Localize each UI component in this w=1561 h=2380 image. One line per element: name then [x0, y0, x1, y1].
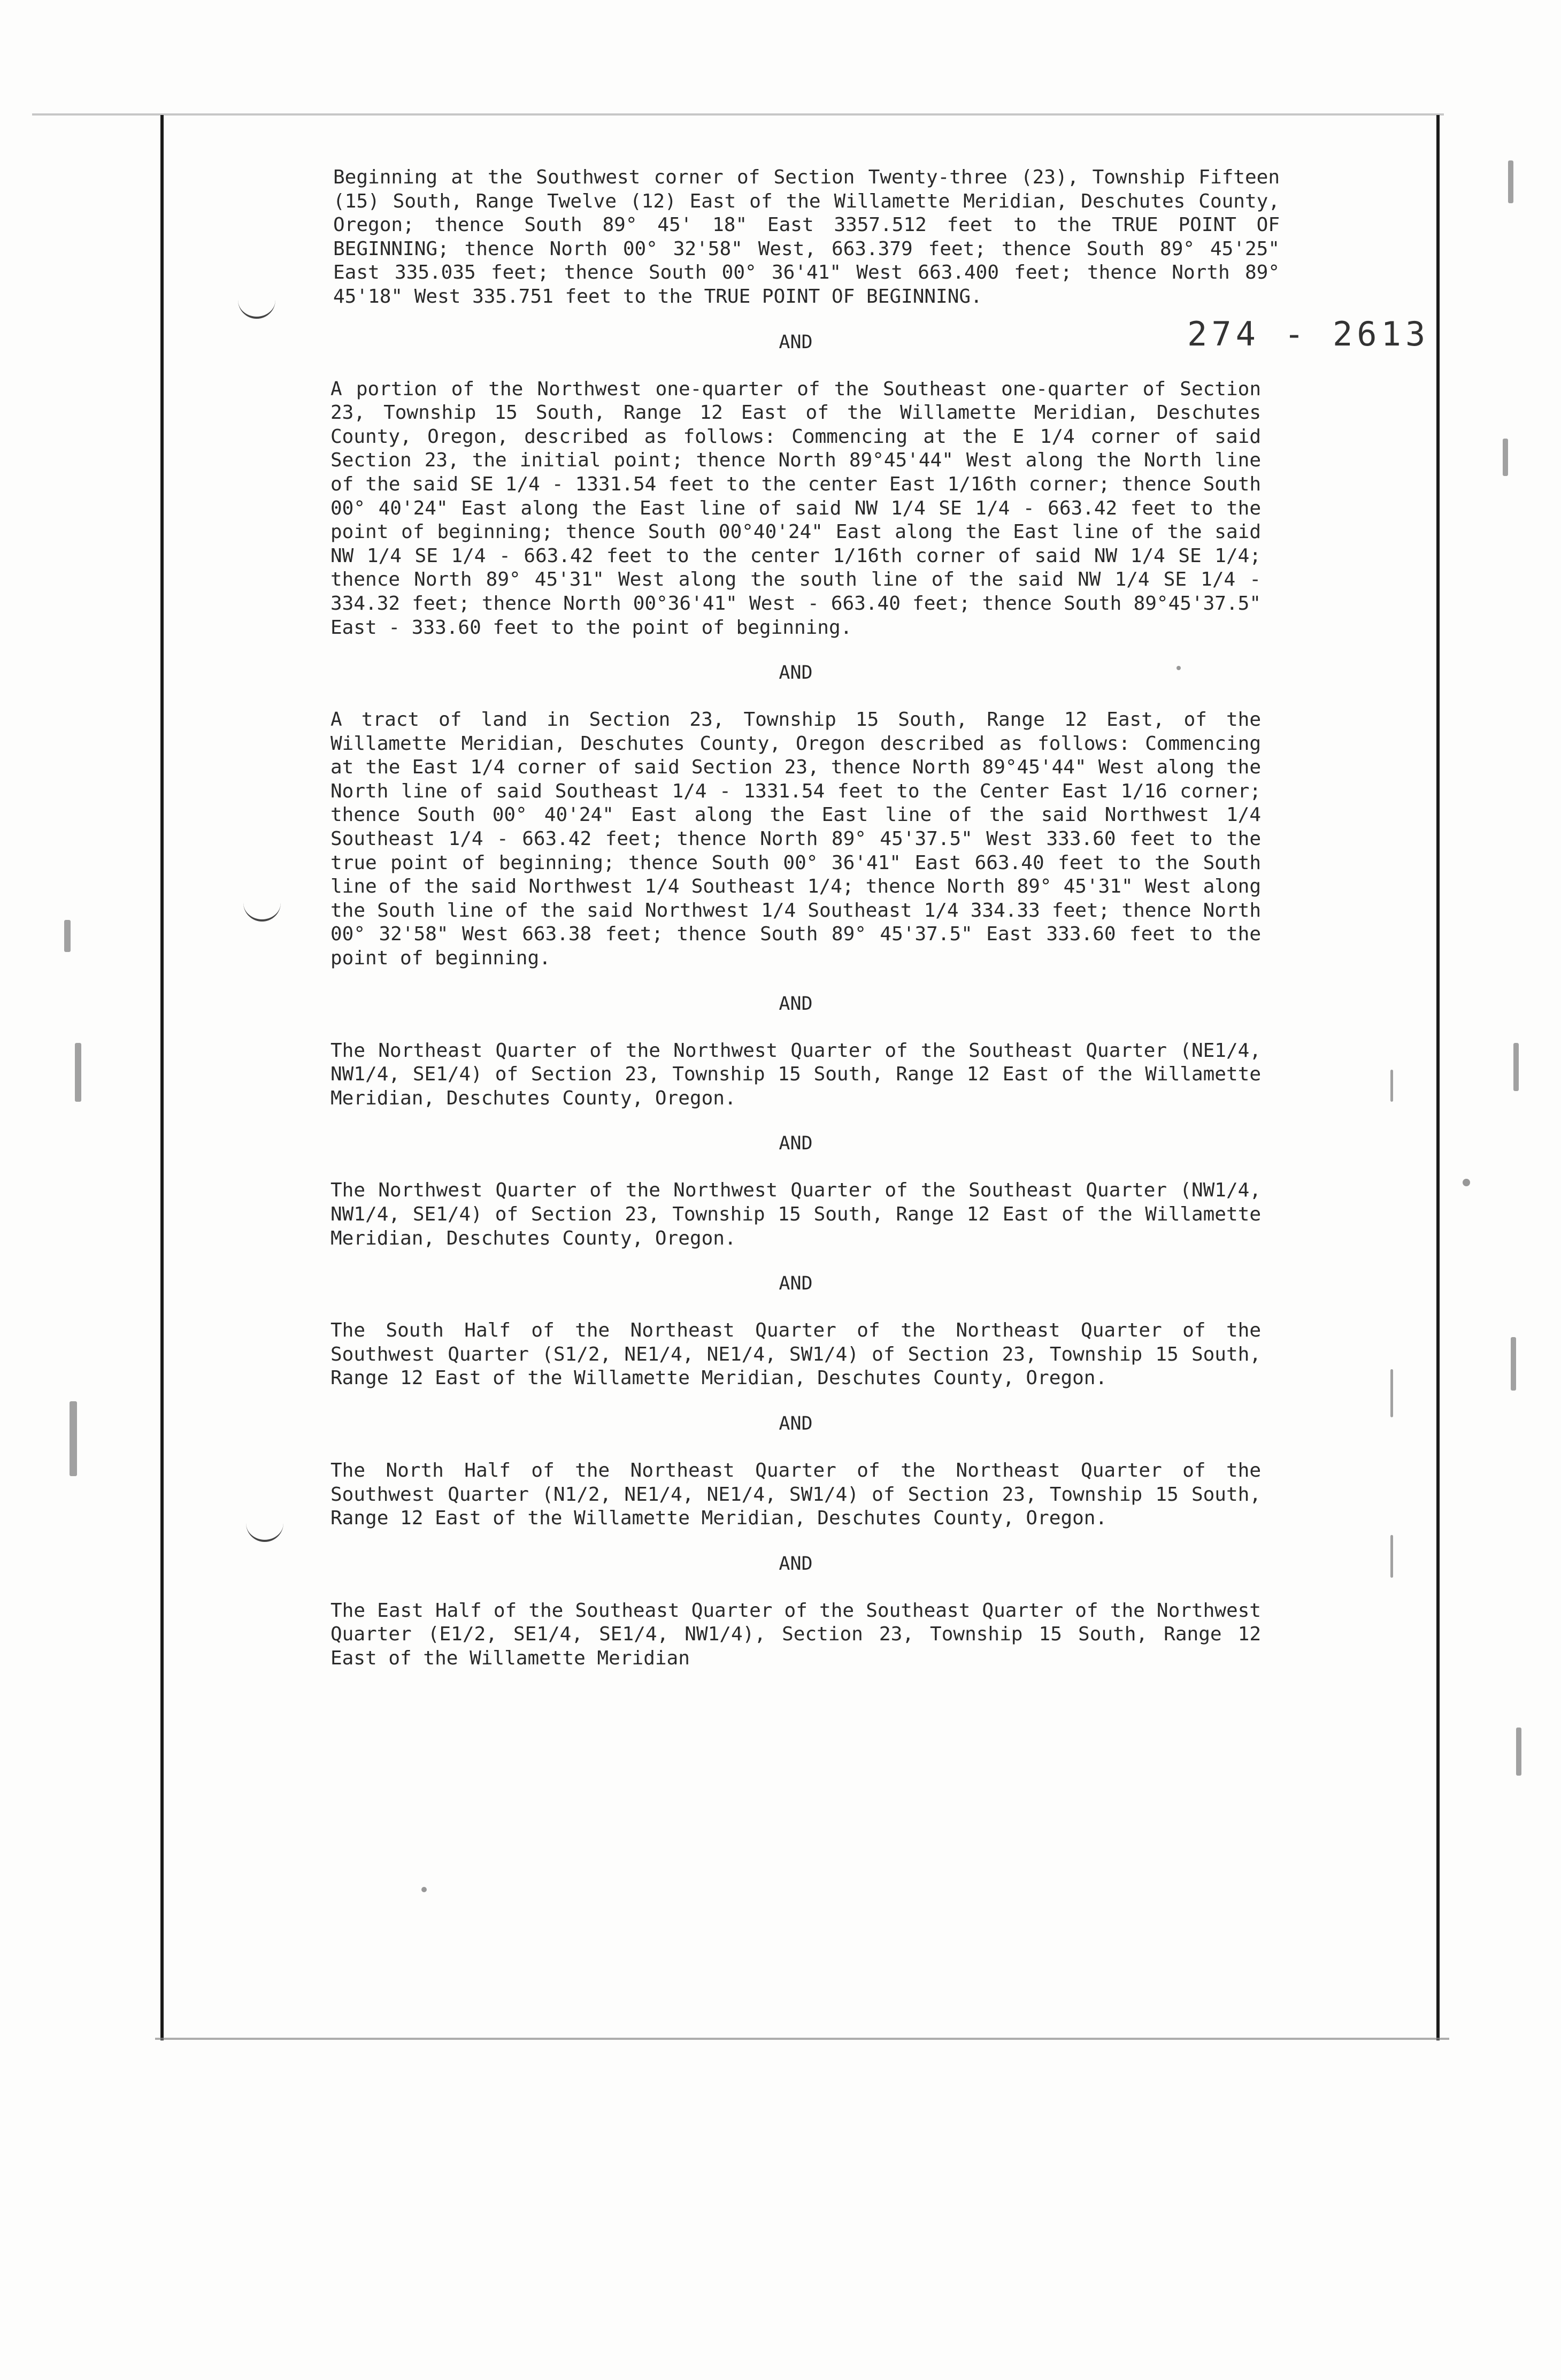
punch-mark [238, 298, 275, 319]
margin-mark [1516, 1728, 1521, 1776]
and-separator: AND [779, 1273, 813, 1295]
and-separator: AND [779, 1412, 813, 1434]
description-paragraph: A portion of the Northwest one-quarter of the Southeast one-quarter of Section 23, Township 15 South, Range 12 East of the Willamette Meridian, Deschutes County, Oregon, described as follows: Commencing at the E 1/4 corner of said Section 23, the initial point; thence North 89°45'44" West along the North line of the said SE 1/4 - 1331.54 feet to the center East 1/16th corner; thence South 00° 40'24" East along the East line of said NW 1/4 SE 1/4 - 663.42 feet to the point of beginning; thence South 00°40'24" East along the East line of the said NW 1/4 SE 1/4 - 663.42 feet to the center 1/16th corner of said NW 1/4 SE 1/4; thence North 89° 45'31" West along the south line of the said NW 1/4 SE 1/4 - 334.32 feet; thence North 00°36'41" West - 663.40 feet; thence South 89°45'37.5" East - 333.60 feet to the point of beginning. [330, 378, 1261, 639]
margin-mark [1511, 1337, 1516, 1391]
description-paragraph: The South Half of the Northeast Quarter of the Northeast Quarter of the Southwest Quarter (S1/2, NE1/4, NE1/4, SW1/4) of Section 23, Township 15 South, Range 12 East of the Willamette Meridian, Deschutes County, Oregon. [330, 1319, 1261, 1389]
margin-mark [1390, 1535, 1393, 1578]
punch-mark [243, 901, 281, 922]
document-reference-number: 274 - 2613 [1187, 314, 1430, 354]
page-bottom-edge [155, 2038, 1449, 2040]
margin-mark [75, 1043, 81, 1102]
page-top-edge [32, 113, 1444, 116]
margin-mark [1390, 1070, 1393, 1102]
description-paragraph: The Northeast Quarter of the Northwest Quarter of the Southeast Quarter (NE1/4, NW1/4, SE1/4) of Section 23, Township 15 South, Range 12 East of the Willamette Meridian, Deschutes County, Oregon. [330, 1039, 1261, 1109]
description-paragraph: A tract of land in Section 23, Township 15 South, Range 12 East, of the Willamette Meridian, Deschutes County, Oregon described as follows: Commencing at the East 1/4 corner of said Section 23, thence North 89°45'44" West along the North line of said Southeast 1/4 - 1331.54 feet to the Center East 1/16 corner; thence South 00° 40'24" East along the East line of the said Northwest 1/4 Southeast 1/4 - 663.42 feet; thence North 89° 45'37.5" West 333.60 feet to the true point of beginning; thence South 00° 36'41" East 663.40 feet to the South line of the said Northwest 1/4 Southeast 1/4; thence North 89° 45'31" West along the South line of the said Northwest 1/4 Southeast 1/4 334.33 feet; thence North 00° 32'58" West 663.38 feet; thence South 89° 45'37.5" East 333.60 feet to the point of beginning. [330, 709, 1261, 970]
description-paragraph: The East Half of the Southeast Quarter of the Southeast Quarter of the Northwest Quarter (E1/2, SE1/4, SE1/4, NW1/4), Section 23, Township 15 South, Range 12 East of the Willamette Meridian [330, 1599, 1261, 1669]
description-paragraph: The North Half of the Northeast Quarter of the Northeast Quarter of the Southwest Quarter (N1/2, NE1/4, NE1/4, SW1/4) of Section 23, Township 15 South, Range 12 East of the Willamette Meridian, Deschutes County, Oregon. [330, 1459, 1261, 1530]
page-right-border [1436, 115, 1440, 2040]
margin-mark [64, 920, 71, 952]
and-separator: AND [779, 1133, 813, 1155]
punch-mark [246, 1522, 283, 1542]
scan-speck [421, 1887, 427, 1892]
margin-mark [1503, 439, 1508, 476]
margin-mark [1508, 160, 1513, 203]
margin-mark [1513, 1043, 1519, 1091]
description-paragraph: The Northwest Quarter of the Northwest Quarter of the Southeast Quarter (NW1/4, NW1/4, SE1/4) of Section 23, Township 15 South, Range 12 East of the Willamette Meridian, Deschutes County, Oregon. [330, 1179, 1261, 1249]
legal-description [330, 166, 1280, 1679]
margin-mark [70, 1401, 77, 1476]
scan-speck [1463, 1179, 1470, 1186]
page-left-border [160, 115, 164, 2040]
and-separator: AND [779, 993, 813, 1015]
margin-mark [1390, 1369, 1393, 1417]
and-separator: AND [779, 1553, 813, 1575]
description-paragraph: Beginning at the Southwest corner of Section Twenty-three (23), Township Fifteen (15) South, Range Twelve (12) East of the Willamette Meridian, Deschutes County, Oregon; thence South 89° 45' 18" East 3357.512 feet to the TRUE POINT OF BEGINNING; thence North 00° 32'58" West, 663.379 feet; thence South 89° 45'25" East 335.035 feet; thence South 00° 36'41" West 663.400 feet; thence North 89° 45'18" West 335.751 feet to the TRUE POINT OF BEGINNING. [333, 166, 1280, 308]
and-separator: AND [779, 331, 813, 353]
and-separator: AND [779, 662, 813, 684]
truncated-paragraph-container [330, 1599, 1261, 1679]
